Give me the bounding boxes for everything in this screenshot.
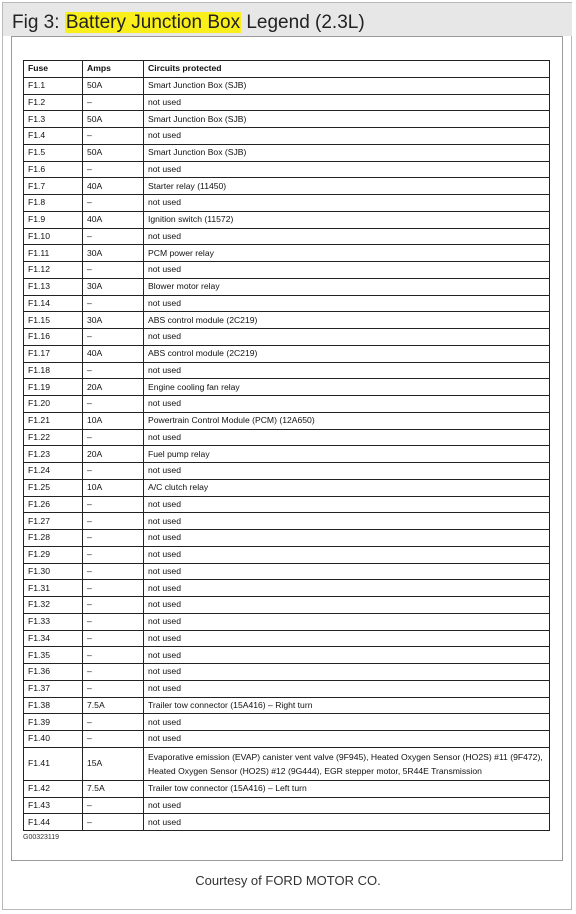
circuit-cell: Smart Junction Box (SJB) (144, 77, 550, 94)
amps-cell: 50A (83, 144, 144, 161)
amps-cell: – (83, 396, 144, 413)
circuit-cell: not used (144, 680, 550, 697)
fuse-cell: F1.6 (24, 161, 83, 178)
fuse-cell: F1.23 (24, 446, 83, 463)
amps-cell: 30A (83, 245, 144, 262)
table-row (24, 161, 550, 178)
fuse-cell: F1.42 (24, 780, 83, 797)
circuit-cell: not used (144, 563, 550, 580)
fuse-cell: F1.12 (24, 262, 83, 279)
amps-cell: 15A (83, 747, 144, 780)
fuse-cell: F1.7 (24, 178, 83, 195)
circuit-cell: Powertrain Control Module (PCM) (12A650) (144, 412, 550, 429)
amps-cell: – (83, 496, 144, 513)
figure-title (3, 3, 572, 36)
amps-cell: 20A (83, 446, 144, 463)
fuse-cell: F1.41 (24, 747, 83, 780)
amps-cell: – (83, 262, 144, 279)
amps-cell: – (83, 513, 144, 530)
circuit-cell: Smart Junction Box (SJB) (144, 111, 550, 128)
table-row (24, 429, 550, 446)
fuse-cell: F1.29 (24, 546, 83, 563)
table-header-row (24, 61, 550, 78)
table-row (24, 680, 550, 697)
fuse-cell: F1.38 (24, 697, 83, 714)
table-row (24, 597, 550, 614)
table-row (24, 496, 550, 513)
circuit-cell: not used (144, 396, 550, 413)
table-row (24, 178, 550, 195)
header-fuse: Fuse (24, 61, 83, 78)
table-row (24, 697, 550, 714)
amps-cell: 50A (83, 111, 144, 128)
circuit-cell: not used (144, 580, 550, 597)
circuit-cell: not used (144, 228, 550, 245)
table-row (24, 647, 550, 664)
table-row (24, 530, 550, 547)
amps-cell: 30A (83, 312, 144, 329)
amps-cell: – (83, 597, 144, 614)
amps-cell: 10A (83, 479, 144, 496)
fuse-cell: F1.3 (24, 111, 83, 128)
circuit-cell: not used (144, 161, 550, 178)
table-row (24, 245, 550, 262)
fuse-cell: F1.33 (24, 613, 83, 630)
amps-cell: – (83, 429, 144, 446)
table-body (24, 77, 550, 830)
fuse-cell: F1.40 (24, 731, 83, 748)
circuit-cell: Blower motor relay (144, 278, 550, 295)
amps-cell: – (83, 295, 144, 312)
fuse-cell: F1.10 (24, 228, 83, 245)
fuse-cell: F1.26 (24, 496, 83, 513)
fuse-cell: F1.16 (24, 329, 83, 346)
fuse-cell: F1.30 (24, 563, 83, 580)
amps-cell: – (83, 731, 144, 748)
fuse-cell: F1.11 (24, 245, 83, 262)
circuit-cell: not used (144, 195, 550, 212)
circuit-cell: not used (144, 546, 550, 563)
fuse-cell: F1.27 (24, 513, 83, 530)
amps-cell: – (83, 563, 144, 580)
table-row (24, 613, 550, 630)
circuit-cell: not used (144, 262, 550, 279)
fuse-cell: F1.15 (24, 312, 83, 329)
amps-cell: – (83, 664, 144, 681)
table-row (24, 128, 550, 145)
circuit-cell: not used (144, 530, 550, 547)
circuit-cell: not used (144, 814, 550, 831)
circuit-cell: not used (144, 647, 550, 664)
amps-cell: – (83, 630, 144, 647)
amps-cell: – (83, 362, 144, 379)
amps-cell: – (83, 329, 144, 346)
table-row (24, 312, 550, 329)
amps-cell: – (83, 680, 144, 697)
courtesy-credit: Courtesy of FORD MOTOR CO. (195, 873, 381, 888)
fuse-cell: F1.17 (24, 345, 83, 362)
circuit-cell: not used (144, 714, 550, 731)
amps-cell: – (83, 530, 144, 547)
fuse-cell: F1.18 (24, 362, 83, 379)
table-row (24, 513, 550, 530)
circuit-cell: ABS control module (2C219) (144, 345, 550, 362)
amps-cell: – (83, 814, 144, 831)
table-row (24, 412, 550, 429)
fuse-cell: F1.22 (24, 429, 83, 446)
circuit-cell: not used (144, 630, 550, 647)
amps-cell: – (83, 128, 144, 145)
amps-cell: 50A (83, 77, 144, 94)
fuse-cell: F1.5 (24, 144, 83, 161)
amps-cell: – (83, 228, 144, 245)
header-circuits: Circuits protected (144, 61, 550, 78)
title-prefix: Fig 3: (12, 12, 65, 33)
fuse-cell: F1.31 (24, 580, 83, 597)
circuit-cell: not used (144, 797, 550, 814)
table-row (24, 111, 550, 128)
fuse-cell: F1.4 (24, 128, 83, 145)
circuit-cell: PCM power relay (144, 245, 550, 262)
table-row (24, 345, 550, 362)
amps-cell: – (83, 613, 144, 630)
table-row (24, 446, 550, 463)
amps-cell: – (83, 195, 144, 212)
table-row (24, 797, 550, 814)
circuit-cell: Trailer tow connector (15A416) – Left turn (144, 780, 550, 797)
table-row (24, 479, 550, 496)
table-row (24, 262, 550, 279)
table-row (24, 463, 550, 480)
amps-cell: – (83, 647, 144, 664)
fuse-cell: F1.37 (24, 680, 83, 697)
circuit-cell: Evaporative emission (EVAP) canister vent valve (9F945), Heated Oxygen Sensor (HO2S) #11 (9F472), Heated Oxygen Sensor (HO2S) #12 (9G444), EGR stepper motor, 5R44E Transmission (144, 747, 550, 780)
table-row (24, 195, 550, 212)
amps-cell: 40A (83, 178, 144, 195)
fuse-cell: F1.19 (24, 379, 83, 396)
table-row (24, 780, 550, 797)
amps-cell: – (83, 94, 144, 111)
fuse-cell: F1.8 (24, 195, 83, 212)
amps-cell: 7.5A (83, 697, 144, 714)
table-row (24, 396, 550, 413)
fuse-legend-table (23, 60, 550, 831)
fuse-cell: F1.28 (24, 530, 83, 547)
table-row (24, 278, 550, 295)
fuse-cell: F1.2 (24, 94, 83, 111)
circuit-cell: not used (144, 463, 550, 480)
circuit-cell: not used (144, 295, 550, 312)
table-row (24, 546, 550, 563)
amps-cell: – (83, 546, 144, 563)
circuit-cell: not used (144, 496, 550, 513)
amps-cell: – (83, 463, 144, 480)
amps-cell: 40A (83, 345, 144, 362)
table-row (24, 563, 550, 580)
fuse-cell: F1.36 (24, 664, 83, 681)
table-row (24, 379, 550, 396)
circuit-cell: A/C clutch relay (144, 479, 550, 496)
amps-cell: 20A (83, 379, 144, 396)
table-row (24, 362, 550, 379)
fuse-cell: F1.35 (24, 647, 83, 664)
circuit-cell: not used (144, 94, 550, 111)
circuit-cell: not used (144, 128, 550, 145)
header-amps: Amps (83, 61, 144, 78)
table-row (24, 747, 550, 780)
amps-cell: – (83, 580, 144, 597)
table-row (24, 211, 550, 228)
table-row (24, 295, 550, 312)
fuse-cell: F1.14 (24, 295, 83, 312)
table-row (24, 329, 550, 346)
table-row (24, 580, 550, 597)
amps-cell: 40A (83, 211, 144, 228)
fuse-cell: F1.32 (24, 597, 83, 614)
circuit-cell: not used (144, 731, 550, 748)
amps-cell: 7.5A (83, 780, 144, 797)
circuit-cell: Ignition switch (11572) (144, 211, 550, 228)
fuse-cell: F1.24 (24, 463, 83, 480)
amps-cell: 10A (83, 412, 144, 429)
circuit-cell: not used (144, 597, 550, 614)
fuse-cell: F1.39 (24, 714, 83, 731)
table-row (24, 77, 550, 94)
fuse-cell: F1.9 (24, 211, 83, 228)
circuit-cell: Smart Junction Box (SJB) (144, 144, 550, 161)
fuse-cell: F1.43 (24, 797, 83, 814)
amps-cell: 30A (83, 278, 144, 295)
table-row (24, 814, 550, 831)
circuit-cell: ABS control module (2C219) (144, 312, 550, 329)
circuit-cell: not used (144, 329, 550, 346)
circuit-cell: not used (144, 664, 550, 681)
fuse-cell: F1.20 (24, 396, 83, 413)
circuit-cell: not used (144, 429, 550, 446)
fuse-cell: F1.1 (24, 77, 83, 94)
fuse-cell: F1.13 (24, 278, 83, 295)
circuit-cell: Fuel pump relay (144, 446, 550, 463)
table-row (24, 144, 550, 161)
table-row (24, 731, 550, 748)
figure-reference: G00323119 (23, 834, 60, 841)
table-row (24, 714, 550, 731)
circuit-cell: Starter relay (11450) (144, 178, 550, 195)
circuit-cell: not used (144, 362, 550, 379)
table-row (24, 664, 550, 681)
table-row (24, 94, 550, 111)
table-row (24, 228, 550, 245)
circuit-cell: not used (144, 513, 550, 530)
fuse-cell: F1.25 (24, 479, 83, 496)
circuit-cell: Engine cooling fan relay (144, 379, 550, 396)
circuit-cell: Trailer tow connector (15A416) – Right turn (144, 697, 550, 714)
amps-cell: – (83, 797, 144, 814)
amps-cell: – (83, 714, 144, 731)
amps-cell: – (83, 161, 144, 178)
fuse-cell: F1.21 (24, 412, 83, 429)
fuse-cell: F1.44 (24, 814, 83, 831)
title-highlight: Battery Junction Box (65, 12, 241, 33)
circuit-cell: not used (144, 613, 550, 630)
fuse-cell: F1.34 (24, 630, 83, 647)
title-suffix: Legend (2.3L) (241, 12, 365, 33)
table-row (24, 630, 550, 647)
